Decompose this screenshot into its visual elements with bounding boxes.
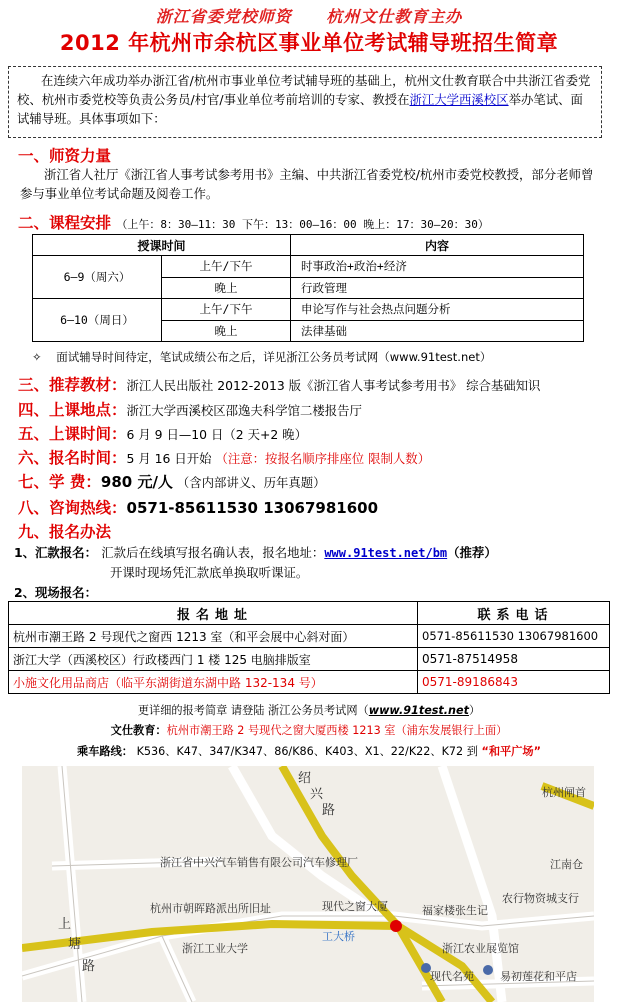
svg-text:工大桥: 工大桥 bbox=[322, 930, 355, 943]
footer-org-address: 杭州市潮王路 2 号现代之窗大厦西楼 1213 室（浦东发展银行上面） bbox=[166, 724, 508, 737]
textbook-label: 三、推荐教材： bbox=[18, 376, 127, 394]
registration-time-row bbox=[18, 446, 430, 468]
svg-text:杭州市朝晖路派出所旧址: 杭州市朝晖路派出所旧址 bbox=[150, 902, 271, 915]
location-map[interactable] bbox=[22, 766, 594, 1002]
location-label: 四、上课地点： bbox=[18, 401, 127, 419]
schedule-heading-text: 二、课程安排 bbox=[18, 214, 112, 232]
remit-recommend: （推荐） bbox=[447, 545, 497, 560]
bus-destination: “和平广场” bbox=[481, 745, 541, 758]
bus-label: 乘车路线： bbox=[77, 745, 133, 758]
map-canvas bbox=[22, 766, 594, 1002]
class-time-label: 五、上课时间： bbox=[18, 425, 127, 443]
svg-text:杭州闸首: 杭州闸首 bbox=[542, 786, 586, 799]
svg-text:易初莲花和平店: 易初莲花和平店 bbox=[500, 970, 577, 983]
fee-label: 七、学 费： bbox=[18, 473, 101, 491]
schedule-heading bbox=[18, 211, 489, 233]
schedule-content: 时事政治+政治+经济 bbox=[291, 256, 584, 278]
svg-text:江南仓: 江南仓 bbox=[550, 858, 583, 871]
site-phone: 0571-87514958 bbox=[418, 648, 610, 671]
faculty-heading: 一、师资力量 bbox=[18, 147, 112, 165]
class-time-text: 6 月 9 日—10 日（2 天+2 晚） bbox=[126, 427, 307, 442]
sites-table bbox=[8, 601, 610, 694]
schedule-date: 6—9（周六） bbox=[33, 256, 162, 299]
svg-text:路: 路 bbox=[82, 959, 96, 974]
textbook-text: 浙江人民出版社 2012-2013 版《浙江省人事考试参考用书》 综合基础知识 bbox=[126, 378, 541, 393]
hotline-row bbox=[18, 496, 378, 518]
faculty-text: 浙江省人社厅《浙江省人事考试参考用书》主编、中共浙江省委党校/杭州市委党校教授，部分老师曾参与事业单位考试命题及阅卷工作。 bbox=[20, 167, 594, 201]
hotline-label: 八、咨询热线： bbox=[18, 499, 127, 517]
onsite-label: 2、现场报名： bbox=[14, 585, 97, 600]
svg-text:农行物资城支行: 农行物资城支行 bbox=[502, 892, 579, 905]
fee-row bbox=[18, 470, 326, 492]
remit-link[interactable]: www.91test.net/bm bbox=[324, 546, 448, 560]
site-address: 杭州市潮王路 2 号现代之窗西 1213 室（和平会展中心斜对面） bbox=[9, 625, 418, 648]
schedule-content: 行政管理 bbox=[291, 277, 584, 299]
schedule-slot: 晚上 bbox=[162, 320, 291, 342]
footer-org-label: 文仕教育： bbox=[110, 724, 167, 737]
intro-text-end: 举办笔试、面试辅导班。具体事项如下： bbox=[17, 92, 583, 126]
footer-text: 更详细的报考简章 请登陆 浙江公务员考试网（ bbox=[137, 704, 369, 717]
footer-line-1 bbox=[0, 702, 618, 718]
registration-time-text: 5 月 16 日开始 bbox=[126, 451, 212, 466]
table-row bbox=[9, 648, 610, 671]
schedule-content: 法律基础 bbox=[291, 320, 584, 342]
footer-text-end: ） bbox=[468, 704, 481, 717]
remit-text-2: 开课时现场凭汇款底单换取听课证。 bbox=[110, 565, 309, 580]
schedule-table bbox=[32, 234, 584, 342]
intro-text: 在连续六年成功举办浙江省/杭州市事业单位考试辅导班的基础上，杭州文仕教育联合中共浙江省委党校、杭州市委党校等负责公务员/村官/事业单位考前培训的专家、教授在 bbox=[17, 73, 591, 107]
svg-text:塘: 塘 bbox=[68, 937, 82, 952]
remit-label: 1、汇款报名： bbox=[14, 545, 97, 560]
remit-text: 汇款后在线填写报名确认表，报名地址： bbox=[101, 545, 325, 560]
organizer-left: 浙江省委党校师资 bbox=[155, 7, 292, 26]
svg-text:浙江省中兴汽车销售有限公司汽车修理厂: 浙江省中兴汽车销售有限公司汽车修理厂 bbox=[160, 856, 358, 869]
site-address: 小施文化用品商店（临平东湖街道东湖中路 132-134 号） bbox=[9, 671, 418, 694]
fee-amount: 980 元/人 bbox=[100, 473, 173, 491]
schedule-col-time: 授课时间 bbox=[33, 235, 291, 256]
note-bullet-icon: ✧ bbox=[32, 350, 42, 364]
svg-text:路: 路 bbox=[322, 803, 336, 818]
organizer-line bbox=[0, 4, 618, 27]
class-time-row bbox=[18, 422, 307, 444]
interview-note bbox=[32, 349, 491, 365]
interview-note-text: 面试辅导时间待定，笔试成绩公布之后，详见浙江公务员考试网（www.91test.net） bbox=[56, 350, 492, 364]
table-row bbox=[9, 671, 610, 694]
footer-link[interactable]: www.91test.net bbox=[368, 704, 469, 717]
site-phone: 0571-89186843 bbox=[418, 671, 610, 694]
fee-note: （含内部讲义、历年真题） bbox=[176, 475, 326, 490]
sites-col-address: 报名地址 bbox=[9, 602, 418, 625]
location-row bbox=[18, 398, 362, 420]
registration-time-note: （注意：按报名顺序排座位 限制人数） bbox=[215, 451, 431, 466]
svg-text:浙江农业展览馆: 浙江农业展览馆 bbox=[442, 942, 519, 955]
svg-text:绍: 绍 bbox=[298, 771, 312, 786]
remit-row bbox=[14, 543, 497, 561]
hotline-numbers: 0571-85611530 13067981600 bbox=[126, 499, 379, 517]
sites-col-phone: 联系电话 bbox=[418, 602, 610, 625]
svg-text:福家楼张生记: 福家楼张生记 bbox=[422, 904, 488, 917]
site-phone: 0571-85611530 13067981600 bbox=[418, 625, 610, 648]
intro-box bbox=[8, 66, 602, 138]
table-row bbox=[33, 256, 584, 278]
page-title: 2012 年杭州市余杭区事业单位考试辅导班招生简章 bbox=[59, 31, 559, 55]
schedule-time-note: （上午：8：30—11：30 下午：13：00—16：00 晚上：17：30—20：30） bbox=[116, 218, 489, 231]
method-heading: 九、报名办法 bbox=[18, 523, 112, 541]
table-row bbox=[9, 625, 610, 648]
registration-time-label: 六、报名时间： bbox=[18, 449, 127, 467]
svg-text:现代之窗大厦: 现代之窗大厦 bbox=[322, 900, 388, 913]
footer-line-2 bbox=[0, 722, 618, 738]
location-text: 浙江大学西溪校区邵逸夫科学馆二楼报告厅 bbox=[126, 403, 362, 418]
schedule-slot: 上午/下午 bbox=[162, 256, 291, 278]
schedule-slot: 上午/下午 bbox=[162, 299, 291, 321]
schedule-col-content: 内容 bbox=[291, 235, 584, 256]
svg-text:浙江工业大学: 浙江工业大学 bbox=[182, 942, 248, 955]
intro-link[interactable]: 浙江大学西溪校区 bbox=[409, 92, 509, 107]
table-row bbox=[33, 299, 584, 321]
textbook-row bbox=[18, 373, 540, 395]
organizer-right: 杭州文仕教育主办 bbox=[326, 7, 463, 26]
svg-text:兴: 兴 bbox=[310, 787, 324, 802]
schedule-date: 6—10（周日） bbox=[33, 299, 162, 342]
schedule-slot: 晚上 bbox=[162, 277, 291, 299]
svg-text:现代名苑: 现代名苑 bbox=[430, 970, 474, 983]
footer-line-3 bbox=[0, 743, 618, 759]
bus-routes: K536、K47、347/K347、86/K86、K403、X1、22/K22、K72 到 bbox=[136, 745, 478, 758]
site-address: 浙江大学（西溪校区）行政楼西门 1 楼 125 电脑排版室 bbox=[9, 648, 418, 671]
svg-text:上: 上 bbox=[58, 917, 72, 932]
schedule-content: 申论写作与社会热点问题分析 bbox=[291, 299, 584, 321]
